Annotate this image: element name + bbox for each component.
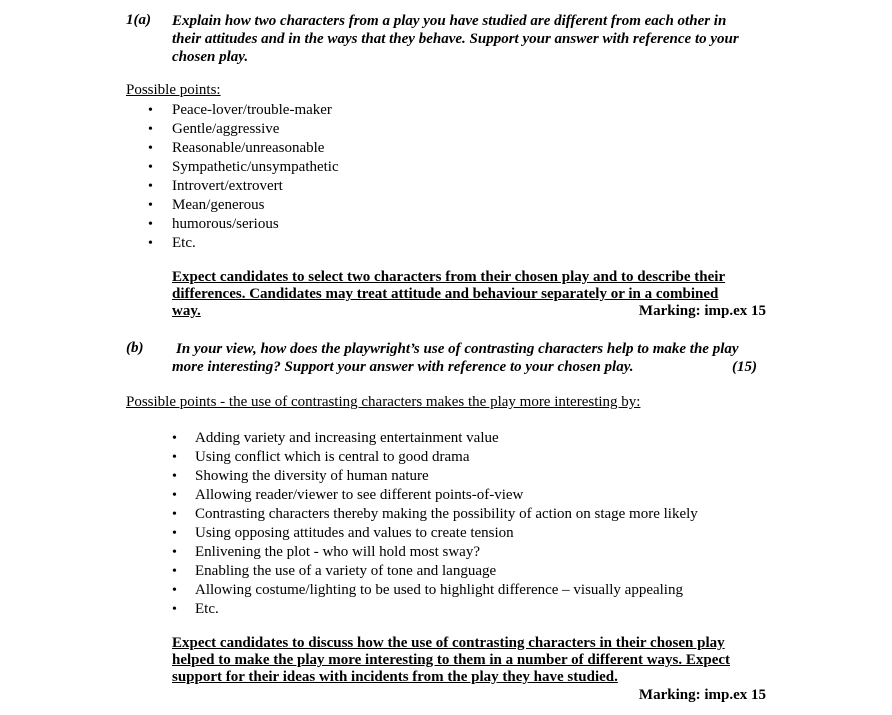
list-item-text: Using conflict which is central to good drama xyxy=(195,449,470,465)
bullet-icon: • xyxy=(172,564,177,579)
list-item-text: Enabling the use of a variety of tone and language xyxy=(195,563,497,579)
bullet-icon: • xyxy=(148,236,153,251)
question-b-line: more interesting? Support your answer with reference to your chosen play. xyxy=(172,359,634,375)
bullet-icon: • xyxy=(172,602,177,617)
list-item-text: Etc. xyxy=(172,235,196,251)
list-item-text: Enlivening the plot - who will hold most sway? xyxy=(195,544,480,560)
list-item-text: Adding variety and increasing entertainment value xyxy=(195,430,499,446)
question-a-line: Explain how two characters from a play you have studied are different from each other in xyxy=(172,13,727,29)
list-item-text: humorous/serious xyxy=(172,216,279,232)
bullet-icon: • xyxy=(172,526,177,541)
list-item-text: Reasonable/unreasonable xyxy=(172,140,325,156)
question-b-points-heading: Possible points - the use of contrasting characters makes the play more interesting by: xyxy=(126,394,641,410)
list-item-text: Allowing reader/viewer to see different points-of-view xyxy=(195,487,524,503)
question-b-marks: (15) xyxy=(732,359,757,375)
expectation-line: support for their ideas with incidents from the play they have studied. xyxy=(172,669,618,685)
question-b-text xyxy=(172,340,739,376)
list-item-text: Introvert/extrovert xyxy=(172,178,283,194)
question-b-line: In your view, how does the playwright’s use of contrasting characters help to make the play xyxy=(176,341,739,357)
bullet-icon: • xyxy=(148,217,153,232)
question-a-line: their attitudes and in the ways that they behave. Support your answer with reference to your xyxy=(172,31,739,47)
bullet-icon: • xyxy=(172,450,177,465)
question-a-marking: Marking: imp.ex 15 xyxy=(638,303,766,319)
list-item-text: Peace-lover/trouble-maker xyxy=(172,102,332,118)
list-item-text: Gentle/aggressive xyxy=(172,121,280,137)
expectation-line: Expect candidates to select two characters from their chosen play and to describe their xyxy=(172,269,726,285)
bullet-icon: • xyxy=(148,141,153,156)
list-item-text: Contrasting characters thereby making the possibility of action on stage more likely xyxy=(195,506,698,522)
question-a-line: chosen play. xyxy=(172,49,249,65)
expectation-line: differences. Candidates may treat attitude and behaviour separately or in a combined xyxy=(172,286,719,302)
question-a-points-heading: Possible points: xyxy=(126,82,221,98)
bullet-icon: • xyxy=(172,583,177,598)
bullet-icon: • xyxy=(172,469,177,484)
bullet-icon: • xyxy=(148,160,153,175)
bullet-icon: • xyxy=(148,198,153,213)
bullet-icon: • xyxy=(172,488,177,503)
expectation-line: Expect candidates to discuss how the use of contrasting characters in their chosen play xyxy=(172,635,725,651)
bullet-icon: • xyxy=(148,179,153,194)
question-a-text xyxy=(172,12,739,66)
question-b-number: (b) xyxy=(126,340,144,356)
bullet-icon: • xyxy=(172,431,177,446)
list-item-text: Allowing costume/lighting to be used to highlight difference – visually appealing xyxy=(195,582,683,598)
question-a-number: 1(a) xyxy=(126,12,151,28)
list-item-text: Etc. xyxy=(195,601,219,617)
bullet-icon: • xyxy=(172,507,177,522)
question-b-expectation xyxy=(172,635,730,686)
bullet-icon: • xyxy=(172,545,177,560)
bullet-icon: • xyxy=(148,122,153,137)
expectation-line: helped to make the play more interesting to them in a number of different ways. Expect xyxy=(172,652,731,668)
bullet-icon: • xyxy=(148,103,153,118)
expectation-line: way. xyxy=(172,303,201,319)
question-b-marking: Marking: imp.ex 15 xyxy=(638,687,766,703)
list-item-text: Using opposing attitudes and values to create tension xyxy=(195,525,514,541)
list-item-text: Sympathetic/unsympathetic xyxy=(172,159,339,175)
list-item-text: Mean/generous xyxy=(172,197,265,213)
list-item-text: Showing the diversity of human nature xyxy=(195,468,429,484)
